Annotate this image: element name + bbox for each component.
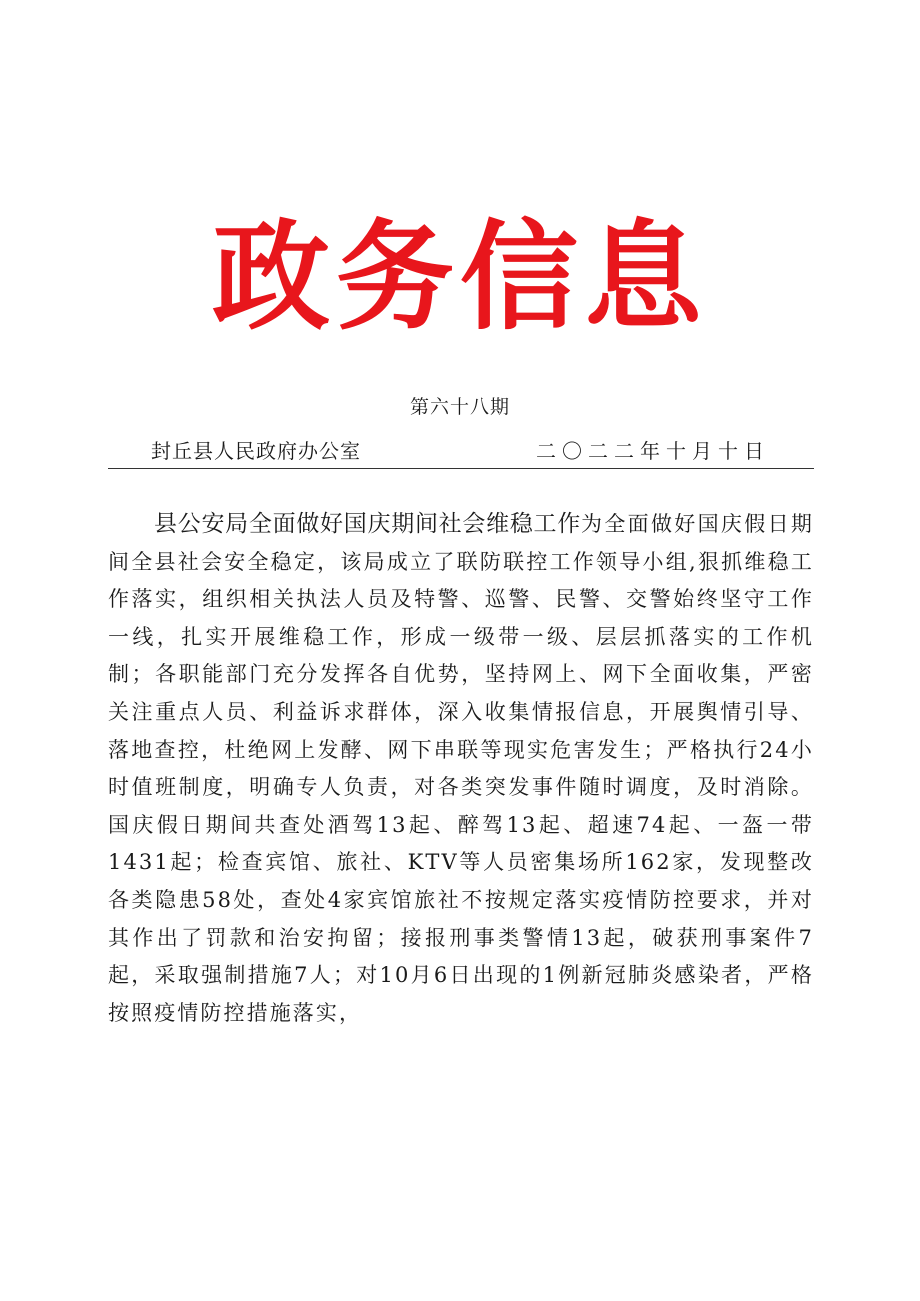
article-body: 为全面做好国庆假日期间全县社会安全稳定，该局成立了联防联控工作领导小组,狠抓维稳工作落实，组织相关执法人员及特警、巡警、民警、交警始终坚守工作一线，扎实开展维稳工作，形成一级带一级、层层抓落实的工作机制；各职能部门充分发挥各自优势，坚持网上、网下全面收集，严密关注重点人员、利益诉求群体，深入收集情报信息，开展舆情引导、落地查控，杜绝网上发酵、网下串联等现实危害发生；严格执行24小时值班制度，明确专人负责，对各类突发事件随时调度，及时消除。国庆假日期间共查处酒驾13起、醉驾13起、超速74起、一盔一带1431起；检查宾馆、旅社、KTV等人员密集场所162家，发现整改各类隐患58处，查处4家宾馆旅社不按规定落实疫情防控要求，并对其作出了罚款和治安拘留；接报刑事类警情13起，破获刑事案件7起，采取强制措施7人；对10月6日出现的1例新冠肺炎感染者，严格按照疫情防控措施落实，: [108, 512, 814, 1025]
article-headline: 县公安局全面做好国庆期间社会维稳工作: [154, 511, 581, 537]
issue-number: 第六十八期: [409, 396, 510, 418]
issuing-office: 封丘县人民政府办公室: [151, 439, 361, 463]
publication-info-row: [108, 438, 814, 469]
publication-date: 二〇二二年十月十日: [536, 439, 770, 463]
article-paragraph: [108, 506, 814, 1032]
masthead-title: 政务信息: [211, 208, 708, 346]
